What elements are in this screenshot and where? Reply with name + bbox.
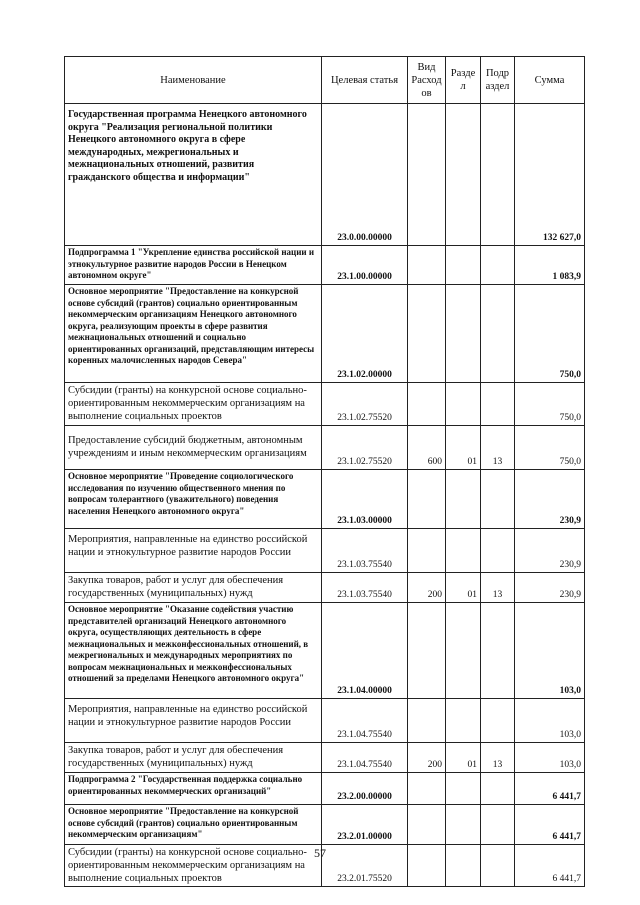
table-row — [65, 104, 585, 246]
row-sum: 230,9 — [515, 573, 585, 603]
row-name: Мероприятия, направленные на единство российской нации и этнокультурное развитие народов России — [65, 699, 322, 743]
row-sum: 103,0 — [515, 699, 585, 743]
row-vid: 200 — [408, 573, 446, 603]
row-name: Закупка товаров, работ и услуг для обеспечения государственных (муниципальных) нужд — [65, 573, 322, 603]
table-row — [65, 383, 585, 426]
row-razd — [446, 773, 481, 805]
row-code: 23.1.02.75520 — [322, 383, 408, 426]
row-vid — [408, 470, 446, 529]
table-row — [65, 529, 585, 573]
row-vid: 600 — [408, 426, 446, 470]
row-sum: 103,0 — [515, 603, 585, 699]
row-podr — [481, 603, 515, 699]
table-row — [65, 470, 585, 529]
table-row — [65, 743, 585, 773]
row-name: Основное мероприятие "Предоставление на конкурсной основе субсидий (грантов) социально ориентированным некоммерческим организациям Ненецкого автономного округа, реализующим проекты в сфере развития межнациональных отношений и социально ориентированных организаций, представляющим интересы коренных малочисленных народов Севера" — [65, 285, 322, 383]
row-sum: 230,9 — [515, 470, 585, 529]
row-podr — [481, 470, 515, 529]
row-code: 23.1.04.75540 — [322, 699, 408, 743]
header-name: Наименование — [65, 57, 322, 104]
row-name: Государственная программа Ненецкого автономного округа "Реализация региональной политики Ненецкого автономного округа в сфере международных, межрегиональных и межнациональных отношений, развития гражданского общества и информации" — [65, 104, 322, 246]
row-vid — [408, 246, 446, 285]
row-sum: 750,0 — [515, 426, 585, 470]
row-code: 23.1.04.00000 — [322, 603, 408, 699]
row-sum: 1 083,9 — [515, 246, 585, 285]
row-code: 23.1.04.75540 — [322, 743, 408, 773]
row-podr — [481, 529, 515, 573]
table-row — [65, 603, 585, 699]
row-name: Закупка товаров, работ и услуг для обеспечения государственных (муниципальных) нужд — [65, 743, 322, 773]
table-row — [65, 246, 585, 285]
row-podr — [481, 104, 515, 246]
row-code: 23.2.00.00000 — [322, 773, 408, 805]
row-razd — [446, 805, 481, 845]
row-podr — [481, 383, 515, 426]
row-razd — [446, 104, 481, 246]
row-name: Основное мероприятие "Оказание содействия участию представителей организаций Ненецкого автономного округа, осуществляющих деятельность в сфере межнациональных и межконфессиональных отношений, в межрегиональных и международных мероприятиях по вопросам межнациональных и межконфессиональных отношений за пределами Ненецкого автономного округа" — [65, 603, 322, 699]
row-podr — [481, 773, 515, 805]
row-name: Предоставление субсидий бюджетным, автономным учреждениям и иным некоммерческим организациям — [65, 426, 322, 470]
row-sum: 750,0 — [515, 383, 585, 426]
budget-table — [64, 56, 585, 887]
row-vid — [408, 699, 446, 743]
table-row — [65, 699, 585, 743]
row-code: 23.1.02.00000 — [322, 285, 408, 383]
row-sum: 6 441,7 — [515, 845, 585, 887]
row-razd — [446, 383, 481, 426]
row-razd — [446, 603, 481, 699]
row-razd — [446, 246, 481, 285]
row-sum: 6 441,7 — [515, 805, 585, 845]
row-code: 23.1.00.00000 — [322, 246, 408, 285]
row-vid — [408, 104, 446, 246]
row-podr — [481, 699, 515, 743]
row-razd: 01 — [446, 426, 481, 470]
row-sum: 6 441,7 — [515, 773, 585, 805]
row-podr: 13 — [481, 426, 515, 470]
row-name: Основное мероприятие "Проведение социологического исследования по изучению общественного мнения по вопросам толерантного (уважительного) поведения населения Ненецкого автономного округа" — [65, 470, 322, 529]
row-name: Субсидии (гранты) на конкурсной основе социально-ориентированным некоммерческим организациям на выполнение социальных проектов — [65, 845, 322, 887]
table-row — [65, 773, 585, 805]
row-vid — [408, 805, 446, 845]
row-razd — [446, 470, 481, 529]
row-razd — [446, 285, 481, 383]
row-podr: 13 — [481, 573, 515, 603]
header-vid: Вид Расход ов — [408, 57, 446, 104]
row-code: 23.1.03.00000 — [322, 470, 408, 529]
row-podr: 13 — [481, 743, 515, 773]
row-podr — [481, 805, 515, 845]
row-code: 23.1.02.75520 — [322, 426, 408, 470]
row-code: 23.2.01.75520 — [322, 845, 408, 887]
table-row — [65, 573, 585, 603]
row-vid — [408, 773, 446, 805]
row-name: Основное мероприятие "Предоставление на конкурсной основе субсидий (грантов) социально ориентированным некоммерческим организациям" — [65, 805, 322, 845]
page-number: 57 — [314, 846, 326, 860]
row-name: Субсидии (гранты) на конкурсной основе социально-ориентированным некоммерческим организациям на выполнение социальных проектов — [65, 383, 322, 426]
row-name: Подпрограмма 2 "Государственная поддержка социально ориентированных некоммерческих организаций" — [65, 773, 322, 805]
row-code: 23.1.03.75540 — [322, 573, 408, 603]
row-code: 23.2.01.00000 — [322, 805, 408, 845]
row-code: 23.1.03.75540 — [322, 529, 408, 573]
row-name: Мероприятия, направленные на единство российской нации и этнокультурное развитие народов России — [65, 529, 322, 573]
row-sum: 103,0 — [515, 743, 585, 773]
row-sum: 230,9 — [515, 529, 585, 573]
row-sum: 132 627,0 — [515, 104, 585, 246]
row-podr — [481, 246, 515, 285]
row-razd: 01 — [446, 573, 481, 603]
table-row — [65, 805, 585, 845]
header-code: Целевая статья — [322, 57, 408, 104]
table-row — [65, 285, 585, 383]
table-header-row — [65, 57, 585, 104]
row-razd — [446, 699, 481, 743]
row-vid — [408, 285, 446, 383]
header-podr: Подр аздел — [481, 57, 515, 104]
row-vid — [408, 529, 446, 573]
row-razd: 01 — [446, 743, 481, 773]
row-razd — [446, 529, 481, 573]
row-podr — [481, 285, 515, 383]
header-sum: Сумма — [515, 57, 585, 104]
header-razd: Разде л — [446, 57, 481, 104]
table-row — [65, 426, 585, 470]
row-vid — [408, 383, 446, 426]
row-vid — [408, 603, 446, 699]
row-code: 23.0.00.00000 — [322, 104, 408, 246]
row-vid: 200 — [408, 743, 446, 773]
row-name: Подпрограмма 1 "Укрепление единства российской нации и этнокультурное развитие народов России в Ненецком автономном округе" — [65, 246, 322, 285]
row-sum: 750,0 — [515, 285, 585, 383]
